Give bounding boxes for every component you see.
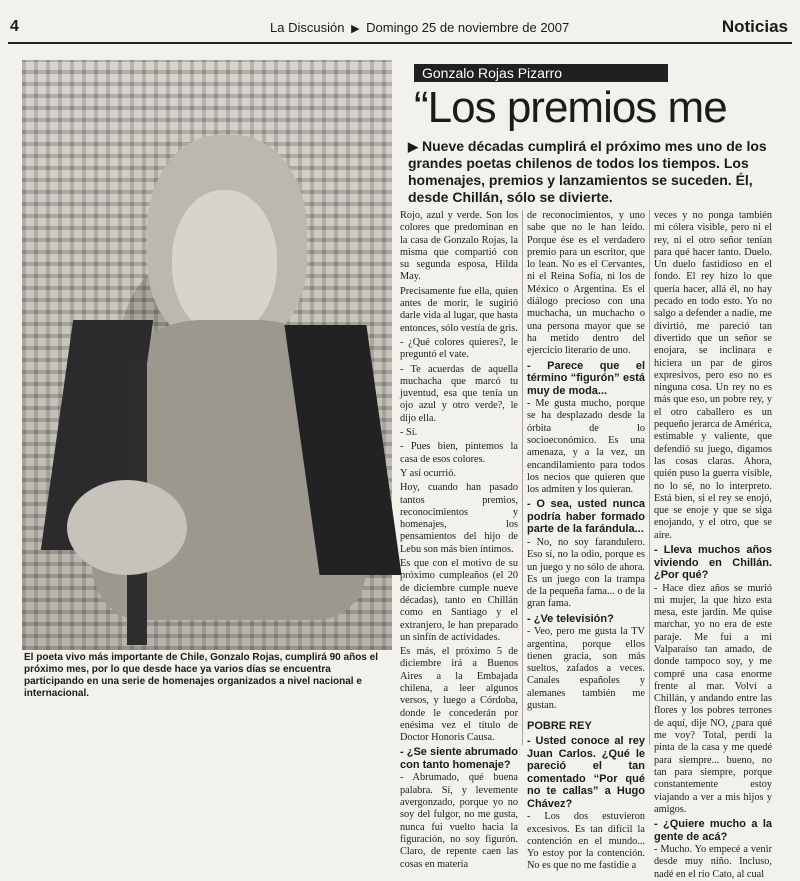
photo-caption: El poeta vivo más importante de Chile, Gonzalo Rojas, cumplirá 90 años el próximo mes, por lo que desde hace ya varios días se encuentra participando en una serie de homenajes organizados a nivel nacional e internacional. <box>24 652 378 699</box>
triangle-icon: ▶ <box>351 23 360 35</box>
article-column-2 <box>527 210 645 872</box>
photo-face-shape <box>172 190 277 335</box>
interview-answer: - Abrumado, qué buena palabra. Sí, y levemente avergonzado, porque yo no soy del fulgor, no me gusta, nunca fui vuelto hacia la figuración, no soy figurón. Claro, de repente caen las cosas en materia <box>400 772 518 870</box>
column-divider-a <box>522 210 523 745</box>
interview-answer: - Los dos estuvieron excesivos. Es tan difícil la contención en el mundo... Yo estoy por la contención. No es que no me fastidie a <box>527 811 645 872</box>
issue-date: Domingo 25 de noviembre de 2007 <box>366 20 570 35</box>
author-bar: Gonzalo Rojas Pizarro <box>414 64 668 82</box>
headline: “Los premios me <box>414 83 727 132</box>
section-heading: POBRE REY <box>527 720 592 733</box>
paragraph: Hoy, cuando han pasado tantos premios, reconocimientos y homenajes, los pensamientos del hijo de Lebu son más bien íntimos. <box>400 482 518 555</box>
interview-answer: - Hace diez años se murió mi mujer, la que hizo esta mesa, este jardín. Me quise marchar, yo no era de este paraje. Me fui a mi Valparaíso tan amado, de donde tampoco soy, y me compré una casa enorme frente al mar. Volví a Chillán, y andando entre las flores y los pobres terrones de aquí, dije NO, ¿para qué me voy? Total, perdí la pinta de la casa y me quedé para siempre... bueno, no tan para siempre, porque constantemente estoy viajando a ver a mis hijos y amigos. <box>654 582 772 815</box>
masthead-line <box>270 20 569 35</box>
publication-name: La Discusión <box>270 20 345 35</box>
top-rule <box>8 42 792 44</box>
arrow-marker-icon: ▶ <box>408 139 418 154</box>
portrait-photo <box>22 60 392 650</box>
paragraph: Rojo, azul y verde. Son los colores que predominan en la casa de Gonzalo Rojas, la misma que compartió con su segunda esposa, Hilda May. <box>400 210 518 283</box>
photo-hand-shape <box>67 480 187 575</box>
interview-question: - ¿Quiere mucho a la gente de acá? <box>654 818 772 843</box>
paragraph: Es que con el motivo de su próximo cumpleaños (el 20 de diciembre cumple nueve décadas), tanto en Chillán como en Santiago y el extranjero, le han preparado un sinfín de actividades. <box>400 558 518 643</box>
interview-question: - Lleva muchos años viviendo en Chillán. ¿Por qué? <box>654 544 772 582</box>
article-column-3 <box>654 210 772 880</box>
interview-question: - ¿Se siente abrumado con tanto homenaje? <box>400 746 518 771</box>
interview-answer: - Mucho. Yo empecé a venir desde muy niño. Incluso, nadé en el río Cato, al cual <box>654 844 772 880</box>
paragraph: - Te acuerdas de aquella muchacha que marcó tu juventud, esa que tenía un ojo azul y otro verde?, le dijo ella. <box>400 363 518 424</box>
interview-question: - O sea, usted nunca podría haber formado parte de la farándula... <box>527 498 645 536</box>
page-number: 4 <box>10 18 19 35</box>
paragraph: - Sí. <box>400 427 418 439</box>
paragraph: - Pues bien, pintemos la casa de esos colores. <box>400 441 518 465</box>
deck-text: Nueve décadas cumplirá el próximo mes uno de los grandes poetas chilenos de todos los tiempos. Los homenajes, premios y lanzamientos se suceden. Él, desde Chillán, sólo se divierte. <box>408 138 767 205</box>
interview-answer: - No, no soy farandulero. Eso sí, no la odio, porque es un juego y no sólo de ahora. Es un juego con la trampa de la pequeña fama... o de la gran fama. <box>527 536 645 610</box>
deck <box>408 138 790 206</box>
interview-question: - Parece que el término “figurón” está muy de moda... <box>527 359 645 397</box>
paragraph: Precisamente fue ella, quien antes de morir, le sugirió darle vida al lugar, que hasta entonces, sólo vestía de gris. <box>400 285 518 334</box>
paragraph: veces y no ponga también mi cólera visible, pero ni el rey, ni el otro señor tenían para qué hacer tanto. Duelo. Un duelo fastidioso en el fondo. El rey hizo lo que quería hacer, allá él, no hay pecado en todo esto. Yo no salgo a defender a nadie, me divirtió, me pareció tan divertido que un señor se enojara, se inclinara e hiciera un par de giros expresivos, pero eso no es ninguna cosa. Un rey no es más que eso, un pobre rey, y el otro caballero es un pequeño jerarca de América, estimable y valiente, que defendió su juego, digamos las cosas claras. Ahora, quién puso la guerra visible, no lo sé, no lo interpreto. Está bien, si el rey se enojó, que se enoje y que se siga enojando, y el otro, que se aíre. <box>654 210 772 541</box>
interview-answer: - Me gusta mucho, porque se ha desplazado desde la órbita de lo socioeconómico. Es una amenaza, y a la vez, un encandilamiento para todos los necios que quieren que los admiten y los quieran. <box>527 398 645 496</box>
article-column-1 <box>400 210 518 870</box>
interview-question: - Usted conoce al rey Juan Carlos. ¿Qué le pareció el tan comentado “Por qué no te callas” a Hugo Chávez? <box>527 735 645 810</box>
column-divider-b <box>649 210 650 745</box>
paragraph: Y así ocurrió. <box>400 467 456 479</box>
interview-answer: - Veo, pero me gusta la TV argentina, porque ellos tienen gracia, son más sueltos, zafados a veces. Canales españoles y alemanes también me gustan. <box>527 626 645 711</box>
section-label: Noticias <box>721 17 788 36</box>
interview-question: - ¿Ve televisión? <box>527 612 614 625</box>
paragraph: Es más, el próximo 5 de diciembre irá a Buenos Aires a la Embajada chilena, a leer algunos versos, y luego a Córdoba, donde le concederán por enésima vez el título de Doctor Honoris Causa. <box>400 646 518 744</box>
paragraph: - ¿Qué colores quieres?, le preguntó el vate. <box>400 336 518 361</box>
paragraph: de reconocimientos, y uno sabe que no le han leído. Porque ése es el verdadero premio para un escritor, que lo lean. No es el Cervantes, ni el Reina Sofía, ni los de México o Argentina. Es el diálogo precioso con una muchacha, un muchacho o una persona mayor que se ha metido dentro del ejercicio literario de uno. <box>527 210 645 357</box>
